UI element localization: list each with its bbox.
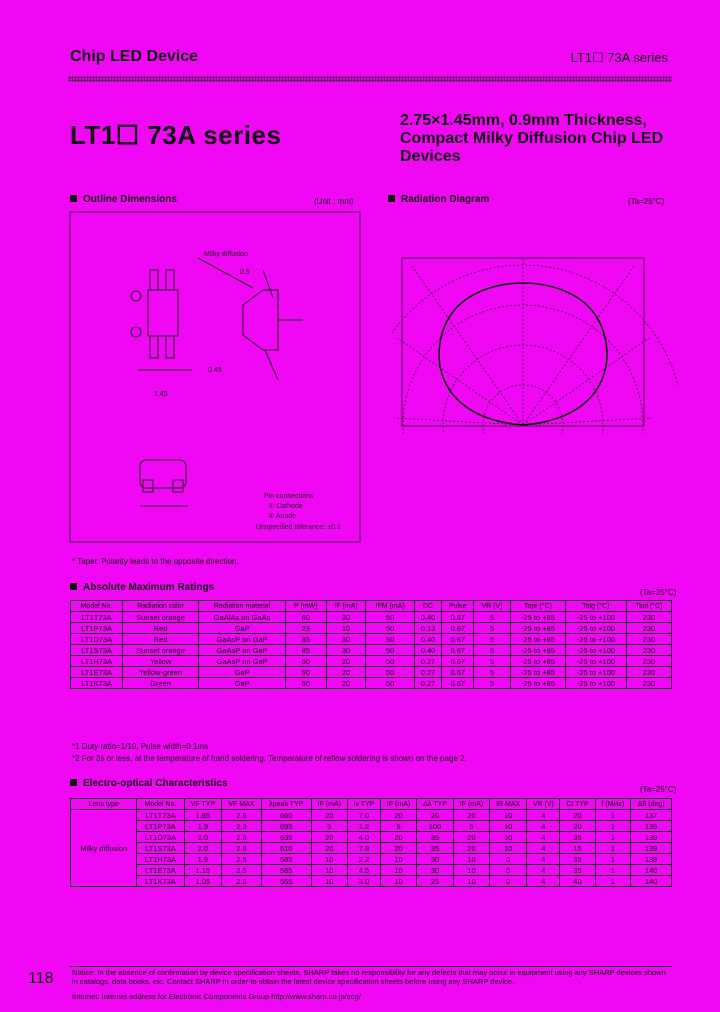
- eo-cell: 40: [560, 876, 595, 887]
- label-145: 1.45: [154, 391, 168, 398]
- label-045: 0.45: [208, 367, 222, 374]
- abs-cell: 30: [326, 634, 366, 645]
- eo-cell: 35: [560, 832, 595, 843]
- eo-cell: 2.5: [222, 876, 262, 887]
- eo-cell: 5: [453, 821, 489, 832]
- eo-cell: 10: [380, 854, 416, 865]
- eo-cell: 4: [527, 810, 560, 821]
- abs-cell: 0.67: [442, 612, 474, 623]
- eo-header-cell: IR MAX: [490, 799, 527, 810]
- abs-cell: 0.40: [414, 645, 442, 656]
- abs-cell: LT1E73A: [71, 667, 123, 678]
- eo-header-cell: IF (mA): [311, 799, 347, 810]
- eo-header-cell: VR (V): [527, 799, 560, 810]
- table-row: [71, 645, 672, 656]
- eo-cell: 0: [490, 876, 527, 887]
- eo-cell: 1: [595, 821, 631, 832]
- abs-cell: 5: [474, 678, 511, 689]
- table-row: [71, 876, 672, 887]
- eo-cell: 139: [631, 843, 672, 854]
- abs-cell: 0.67: [442, 656, 474, 667]
- lead-top-right: [166, 270, 174, 290]
- footer-internet: Internet: Internet address for Electronic Components Group http://www.sharp.co.jp/ecg/: [72, 992, 361, 1001]
- eo-cell: 1.2: [347, 821, 380, 832]
- eo-header-cell: Iv TYP: [347, 799, 380, 810]
- abs-cell: -25 to +85: [510, 667, 565, 678]
- abs-cell: 20: [326, 667, 366, 678]
- eo-lens-cell: Milky diffusion: [71, 810, 137, 887]
- abs-cell: -25 to +100: [565, 612, 626, 623]
- abs-header-cell: Pulse: [442, 601, 474, 612]
- footer-notice: Notice: In the absence of confirmation by device specification sheets, SHARP takes no responsibility for any defects that may occur in equipment using any SHARP devices shown in catalogs, data books, etc. Contact SHARP in order to obtain the latest device specification sheets before using any SHARP device.: [72, 968, 666, 986]
- outline-drawing: [68, 210, 368, 550]
- abs-header-cell: Topr (°C): [510, 601, 565, 612]
- eo-cell: 5: [311, 821, 347, 832]
- eo-cell: 2.8: [222, 843, 262, 854]
- abs-cell: 0.67: [442, 645, 474, 656]
- eo-cell: 20: [453, 843, 489, 854]
- abs-cell: 230: [626, 678, 671, 689]
- eo-table: [70, 798, 672, 887]
- abs-cell: LT1K73A: [71, 678, 123, 689]
- abs-cell: 23: [286, 623, 326, 634]
- abs-cell: Red: [123, 623, 199, 634]
- page-title: LT1☐ 73A series: [70, 120, 282, 150]
- abs-header-cell: Model No.: [71, 601, 123, 612]
- eo-cell: 35: [417, 832, 454, 843]
- eo-header-cell: IF (mA): [380, 799, 416, 810]
- abs-cell: 0.67: [442, 667, 474, 678]
- eo-header-cell: λpeak TYP: [261, 799, 311, 810]
- table-row: [71, 623, 672, 634]
- page-number: 118: [28, 970, 54, 987]
- abs-heading: Absolute Maximum Ratings: [70, 582, 214, 593]
- abs-cell: 0.40: [414, 634, 442, 645]
- abs-cell: -25 to +100: [565, 623, 626, 634]
- eo-cell: LT1H73A: [137, 854, 184, 865]
- table-row: [71, 667, 672, 678]
- eo-cell: 635: [261, 832, 311, 843]
- header-title: Chip LED Device: [70, 48, 199, 65]
- abs-cell: LT1D73A: [71, 634, 123, 645]
- pin-2: ② Anode: [268, 513, 297, 520]
- abs-cell: 50: [366, 612, 414, 623]
- eo-cell: 4.5: [347, 865, 380, 876]
- bottom-view-body: [140, 460, 186, 488]
- abs-cell: 50: [366, 656, 414, 667]
- page-subtitle: 2.75×1.45mm, 0.9mm Thickness, Compact Milky Diffusion Chip LED Devices: [400, 112, 664, 165]
- notice-label: Notice: [72, 968, 94, 977]
- abs-cell: 50: [286, 667, 326, 678]
- abs-header-cell: Tstg (°C): [565, 601, 626, 612]
- abs-cell: 50: [366, 634, 414, 645]
- eo-cell: 20: [380, 810, 416, 821]
- eo-cell: LT1E73A: [137, 865, 184, 876]
- eo-cell: 20: [380, 832, 416, 843]
- abs-cell: 0.40: [414, 612, 442, 623]
- abs-cell: 0.67: [442, 623, 474, 634]
- abs-cell: 0.67: [442, 678, 474, 689]
- eo-cell: 1.15: [184, 865, 222, 876]
- abs-cell: -25 to +85: [510, 678, 565, 689]
- footer-rule: [70, 966, 672, 967]
- eo-cell: 30: [417, 865, 454, 876]
- radiation-chart: [392, 218, 678, 434]
- eo-cell: 1.9: [184, 821, 222, 832]
- abs-cell: 5: [474, 667, 511, 678]
- header-series: LT1☐ 73A series: [570, 50, 668, 65]
- eo-cell: 10: [311, 865, 347, 876]
- eo-cell: 10: [490, 810, 527, 821]
- abs-cell: -25 to +100: [565, 656, 626, 667]
- abs-cell: Sunset orange: [123, 645, 199, 656]
- abs-cell: -25 to +100: [565, 678, 626, 689]
- eo-cond: (Ta=25°C): [640, 785, 677, 794]
- abs-cell: GaP: [199, 623, 286, 634]
- abs-cell: 5: [474, 623, 511, 634]
- eo-cell: 20: [560, 821, 595, 832]
- eo-cell: 10: [380, 865, 416, 876]
- abs-header-cell: Radiation material: [199, 601, 286, 612]
- abs-header-cell: Tsol (°C): [626, 601, 671, 612]
- eo-cell: 10: [453, 854, 489, 865]
- radiation-heading: Radiation Diagram: [388, 194, 489, 205]
- table-row: [71, 832, 672, 843]
- eo-cell: 30: [417, 854, 454, 865]
- eo-header-cell: Model No.: [137, 799, 184, 810]
- eo-header-cell: Δθ (deg): [631, 799, 672, 810]
- eo-cell: 1: [595, 876, 631, 887]
- abs-cell: -25 to +85: [510, 634, 565, 645]
- eo-cell: 10: [490, 832, 527, 843]
- eo-header-row: [71, 799, 672, 810]
- eo-cell: 10: [311, 876, 347, 887]
- eo-cell: 610: [261, 843, 311, 854]
- eo-cell: 0: [490, 865, 527, 876]
- abs-cell: -25 to +100: [565, 634, 626, 645]
- abs-cell: 20: [326, 656, 366, 667]
- abs-cell: 5: [474, 645, 511, 656]
- eo-cell: 139: [631, 854, 672, 865]
- eo-cell: 0: [490, 854, 527, 865]
- eo-header-cell: IF (mA): [453, 799, 489, 810]
- abs-cell: 230: [626, 656, 671, 667]
- notice-text: In the absence of confirmation by device specification sheets, SHARP takes no responsibility for any defects that may occur in equipment using any SHARP devices shown in catalogs, data books, etc. Contact SHARP in order to obtain the latest device specification sheets before using any SHARP device.: [72, 968, 666, 986]
- abs-cell: GaAsP on GaP: [199, 645, 286, 656]
- abs-cell: 0.27: [414, 678, 442, 689]
- abs-cell: LT1S73A: [71, 645, 123, 656]
- abs-cell: 5: [474, 634, 511, 645]
- abs-cell: 50: [286, 656, 326, 667]
- abs-cell: 0.13: [414, 623, 442, 634]
- abs-cell: 0.27: [414, 656, 442, 667]
- eo-cell: 10: [490, 821, 527, 832]
- eo-cell: 4: [527, 865, 560, 876]
- abs-cell: 50: [366, 678, 414, 689]
- abs-note-2: *2 For 3s or less, at the temperature of hand soldering. Temperature of reflow soldering is shown on the page 2.: [72, 754, 467, 763]
- abs-cell: 5: [474, 656, 511, 667]
- eo-cell: 10: [311, 854, 347, 865]
- abs-cell: LT1P73A: [71, 623, 123, 634]
- lead-top-left: [150, 270, 158, 290]
- eo-cell: 1: [595, 854, 631, 865]
- radiation-cond: (Ta=25°C): [628, 197, 665, 206]
- abs-cell: Red: [123, 634, 199, 645]
- eo-cell: 2.5: [222, 854, 262, 865]
- abs-header-cell: DC: [414, 601, 442, 612]
- pin-title: Pin connections: [264, 493, 314, 500]
- eo-cell: 3.0: [347, 876, 380, 887]
- eo-cell: 2.0: [184, 843, 222, 854]
- table-row: [71, 678, 672, 689]
- abs-cell: Yellow-green: [123, 667, 199, 678]
- eo-cell: 4: [527, 854, 560, 865]
- eo-cell: 7.8: [347, 843, 380, 854]
- abs-cond: (Ta=25°C): [640, 588, 677, 597]
- abs-cell: GaAsP on GaP: [199, 656, 286, 667]
- eo-cell: 4: [527, 832, 560, 843]
- eo-cell: LT1K73A: [137, 876, 184, 887]
- abs-header-cell: VR (V): [474, 601, 511, 612]
- abs-cell: 230: [626, 612, 671, 623]
- table-row: [71, 821, 672, 832]
- eo-cell: 2.5: [222, 810, 262, 821]
- abs-cell: LT1T73A: [71, 612, 123, 623]
- lead-bottom-right: [166, 336, 174, 358]
- eo-cell: 1.9: [184, 854, 222, 865]
- abs-cell: 230: [626, 667, 671, 678]
- eo-cell: 20: [311, 832, 347, 843]
- eo-cell: 10: [380, 876, 416, 887]
- eo-cell: 140: [631, 865, 672, 876]
- eo-cell: 25: [417, 876, 454, 887]
- eo-cell: LT1P73A: [137, 821, 184, 832]
- eo-cell: LT1S73A: [137, 843, 184, 854]
- eo-cell: 137: [631, 810, 672, 821]
- abs-cell: -25 to +85: [510, 612, 565, 623]
- eo-cell: 1: [595, 843, 631, 854]
- table-row: [71, 634, 672, 645]
- label-milky: Milky diffusion: [204, 251, 248, 258]
- abs-cell: 230: [626, 634, 671, 645]
- abs-cell: 60: [286, 612, 326, 623]
- table-row: [71, 865, 672, 876]
- eo-cell: 20: [380, 843, 416, 854]
- abs-cell: -25 to +85: [510, 623, 565, 634]
- eo-cell: 4: [527, 876, 560, 887]
- eo-cell: 660: [261, 810, 311, 821]
- abs-cell: 5: [474, 612, 511, 623]
- eo-cell: 1: [595, 832, 631, 843]
- eo-cell: LT1D73A: [137, 832, 184, 843]
- eo-header-cell: Ct TYP: [560, 799, 595, 810]
- eo-cell: 1: [595, 865, 631, 876]
- abs-cell: 50: [366, 667, 414, 678]
- eo-cell: 2.3: [222, 821, 262, 832]
- eo-cell: 1: [595, 810, 631, 821]
- eo-header-cell: Lens type: [71, 799, 137, 810]
- abs-cell: 230: [626, 645, 671, 656]
- eo-cell: 20: [560, 810, 595, 821]
- eo-cell: 2.5: [222, 865, 262, 876]
- abs-cell: -25 to +100: [565, 645, 626, 656]
- eo-cell: 20: [311, 843, 347, 854]
- eo-cell: 555: [261, 876, 311, 887]
- abs-header-row: [71, 601, 672, 612]
- eo-cell: 2.0: [184, 832, 222, 843]
- eo-cell: 139: [631, 821, 672, 832]
- abs-cell: 50: [366, 623, 414, 634]
- eo-cell: 100: [417, 821, 454, 832]
- pin-1: ① Cathode: [268, 503, 303, 510]
- eo-cell: 15: [560, 843, 595, 854]
- eo-cell: 4: [527, 843, 560, 854]
- outline-heading: Outline Dimensions: [70, 194, 177, 205]
- abs-cell: 0.67: [442, 634, 474, 645]
- eo-cell: 10: [453, 865, 489, 876]
- eo-cell: 10: [490, 843, 527, 854]
- table-row: [71, 810, 672, 821]
- abs-header-cell: P (mW): [286, 601, 326, 612]
- abs-cell: 0.27: [414, 667, 442, 678]
- table-row: [71, 854, 672, 865]
- eo-cell: 695: [261, 821, 311, 832]
- abs-cell: Green: [123, 678, 199, 689]
- abs-cell: 85: [286, 645, 326, 656]
- header-rule: [68, 76, 672, 82]
- eo-cell: 585: [261, 854, 311, 865]
- abs-cell: -25 to +85: [510, 656, 565, 667]
- abs-cell: 50: [366, 645, 414, 656]
- eo-cell: LT1T73A: [137, 810, 184, 821]
- abs-cell: 30: [326, 612, 366, 623]
- eo-cell: 1.05: [184, 876, 222, 887]
- table-row: [71, 843, 672, 854]
- internet-label: Internet: [72, 992, 98, 1001]
- eo-cell: 10: [453, 876, 489, 887]
- abs-cell: GaP: [199, 678, 286, 689]
- abs-cell: 30: [326, 645, 366, 656]
- table-row: [71, 656, 672, 667]
- abs-header-cell: IFM (mA): [366, 601, 414, 612]
- eo-cell: 4: [527, 821, 560, 832]
- abs-cell: Yellow: [123, 656, 199, 667]
- abs-cell: LT1H73A: [71, 656, 123, 667]
- outline-unit: (Unit : mm): [314, 197, 354, 206]
- abs-cell: Sunset orange: [123, 612, 199, 623]
- eo-cell: 7.0: [347, 810, 380, 821]
- eo-cell: 5: [380, 821, 416, 832]
- abs-cell: -25 to +100: [565, 667, 626, 678]
- eo-cell: 35: [560, 854, 595, 865]
- abs-note-1: *1 Duty ratio=1/10, Pulse width=0.1ms: [72, 742, 209, 751]
- eo-cell: 140: [631, 876, 672, 887]
- eo-cell: 565: [261, 865, 311, 876]
- abs-header-cell: IF (mA): [326, 601, 366, 612]
- eo-header-cell: VF TYP: [184, 799, 222, 810]
- abs-cell: GaAsP on GaP: [199, 634, 286, 645]
- abs-cell: 85: [286, 634, 326, 645]
- abs-cell: GaAlAs on GaAs: [199, 612, 286, 623]
- eo-cell: 35: [417, 843, 454, 854]
- eo-cell: 1.85: [184, 810, 222, 821]
- eo-header-cell: VF MAX: [222, 799, 262, 810]
- abs-cell: -25 to +85: [510, 645, 565, 656]
- eo-cell: 35: [560, 865, 595, 876]
- abs-cell: GaP: [199, 667, 286, 678]
- eo-cell: 4.0: [347, 832, 380, 843]
- tolerance: Unspecified tolerance: ±0.1: [256, 524, 341, 531]
- abs-cell: 50: [286, 678, 326, 689]
- outline-note: * Taper. Polarity leads to the opposite direction.: [72, 557, 239, 566]
- side-view-body: [243, 290, 278, 350]
- abs-table: [70, 600, 672, 689]
- eo-cell: 20: [417, 810, 454, 821]
- eo-header-cell: f (MHz): [595, 799, 631, 810]
- eo-cell: 20: [311, 810, 347, 821]
- eo-header-cell: Δλ TYP: [417, 799, 454, 810]
- eo-cell: 2.2: [347, 854, 380, 865]
- top-view-body: [148, 290, 178, 336]
- eo-cell: 2.8: [222, 832, 262, 843]
- abs-cell: 10: [326, 623, 366, 634]
- abs-cell: 20: [326, 678, 366, 689]
- abs-header-cell: Radiation color: [123, 601, 199, 612]
- table-row: [71, 612, 672, 623]
- label-09: 0.9: [240, 269, 250, 276]
- eo-cell: 20: [453, 832, 489, 843]
- abs-cell: 230: [626, 623, 671, 634]
- internet-text: Internet address for Electronic Components Group http://www.sharp.co.jp/ecg/: [101, 992, 361, 1001]
- eo-cell: 139: [631, 832, 672, 843]
- eo-heading: Electro-optical Characteristics: [70, 778, 228, 789]
- lead-bottom-left: [150, 336, 158, 358]
- eo-cell: 20: [453, 810, 489, 821]
